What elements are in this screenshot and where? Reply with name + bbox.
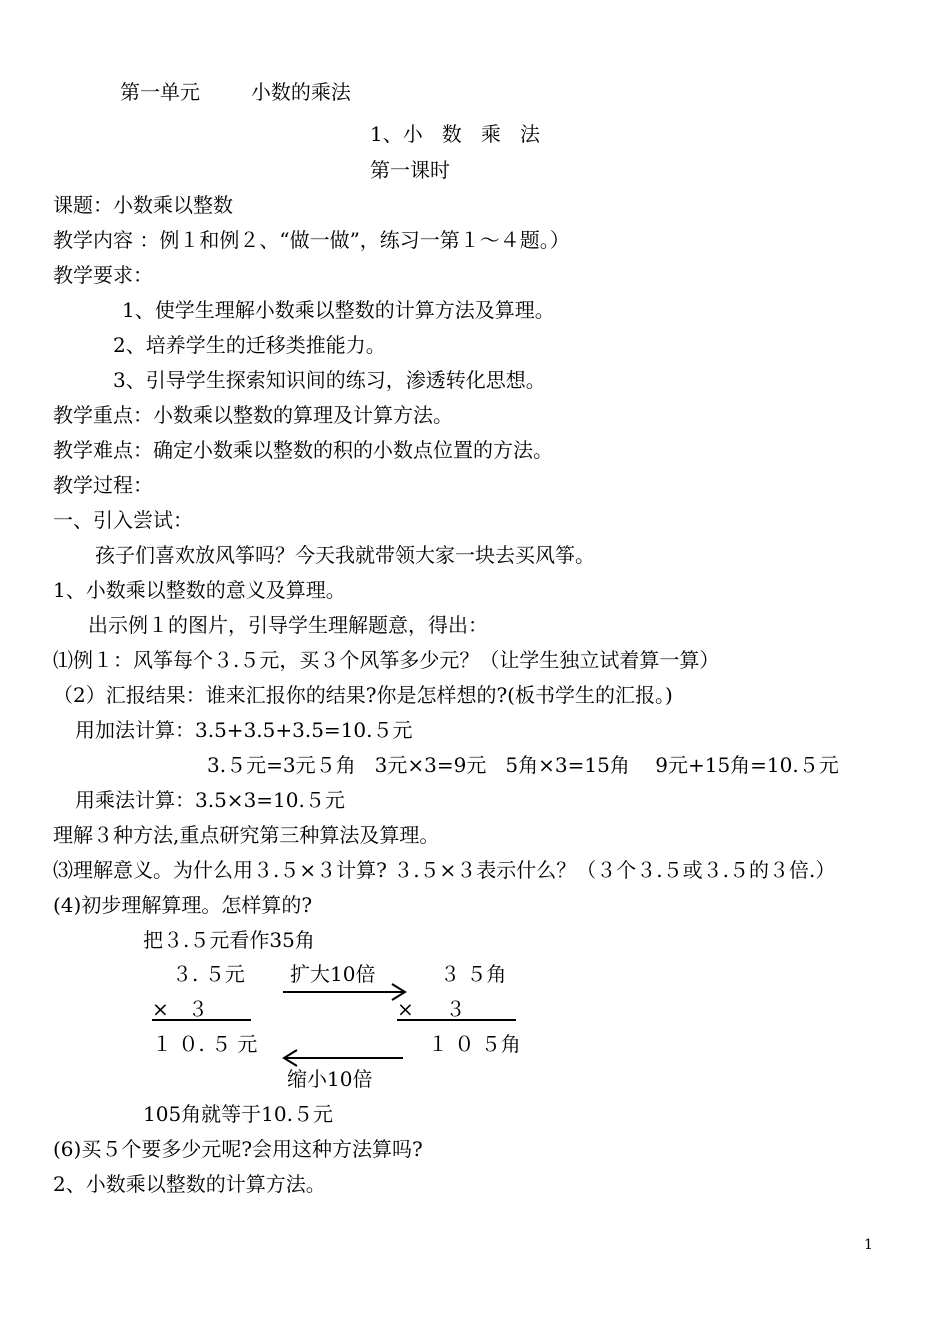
teaching-content: 教学内容 ：例１和例２、“做一做”，练习一第１～４题。） xyxy=(53,228,570,252)
question-3: ⑶理解意义。为什么用３.５×３计算? ３.５×３表示什么？（３个３.５或３.５的３倍.） xyxy=(53,858,836,882)
subsection-heading: 2、小数乘以整数的计算方法。 xyxy=(53,1172,326,1196)
unit-conversion-method: 3.５元=3元５角 3元×3=9元 5角×3=15角 9元+15角=10.５元 xyxy=(207,753,839,777)
shrink-label: 缩小10倍 xyxy=(287,1067,373,1091)
question-2: （2）汇报结果：谁来汇报你的结果?你是怎样想的?(板书学生的汇报。) xyxy=(53,683,673,707)
requirement-item: 2、培养学生的迁移类推能力。 xyxy=(113,333,386,357)
section-title: 1、小 数 乘 法 xyxy=(370,122,540,146)
key-point: 教学重点：小数乘以整数的算理及计算方法。 xyxy=(53,403,453,427)
treat-as-jiao: 把３.５元看作35角 xyxy=(143,928,315,952)
question-4: (4)初步理解算理。怎样算的? xyxy=(53,893,313,917)
left-multiplicand: ３. ５元 xyxy=(172,962,245,986)
right-multiplier: × ３ xyxy=(397,997,466,1021)
enlarge-arrow xyxy=(283,984,405,1000)
requirement-item: 3、引导学生探索知识间的练习，渗透转化思想。 xyxy=(113,368,546,392)
question-1: ⑴例１：风筝每个３.５元，买３个风筝多少元？（让学生独立试着算一算） xyxy=(53,648,720,672)
enlarge-label: 扩大10倍 xyxy=(290,962,376,986)
topic: 课题：小数乘以整数 xyxy=(53,193,233,217)
lesson-period: 第一课时 xyxy=(370,158,450,182)
part1-heading: 一、引入尝试： xyxy=(53,508,193,532)
understand-methods: 理解３种方法,重点研究第三种算法及算理。 xyxy=(53,823,440,847)
requirement-item: 1、使学生理解小数乘以整数的计算方法及算理。 xyxy=(122,298,555,322)
equals-statement: 105角就等于10.５元 xyxy=(143,1102,333,1126)
process-label: 教学过程： xyxy=(53,473,153,497)
left-product: １ ０. ５ 元 xyxy=(152,1032,258,1056)
difficulty: 教学难点：确定小数乘以整数的积的小数点位置的方法。 xyxy=(53,438,553,462)
page-number: 1 xyxy=(864,1237,873,1253)
multiplication-method: 用乘法计算：3.5×3=10.５元 xyxy=(75,788,345,812)
addition-method: 用加法计算：3.5+3.5+3.5=10.５元 xyxy=(75,718,413,742)
shrink-arrow xyxy=(284,1050,403,1066)
left-multiplier: × ３ xyxy=(152,997,208,1021)
subsection-heading: 1、小数乘以整数的意义及算理。 xyxy=(53,578,346,602)
intro-text: 孩子们喜欢放风筝吗？今天我就带领大家一块去买风筝。 xyxy=(95,543,595,567)
right-multiplicand: ３ ５角 xyxy=(440,962,507,986)
requirements-label: 教学要求： xyxy=(53,263,153,287)
question-6: (6)买５个要多少元呢?会用这种方法算吗? xyxy=(53,1137,423,1161)
unit-heading: 第一单元 小数的乘法 xyxy=(120,80,351,104)
right-product: １ ０ ５角 xyxy=(428,1032,521,1056)
show-example: 出示例１的图片，引导学生理解题意，得出： xyxy=(88,613,488,637)
